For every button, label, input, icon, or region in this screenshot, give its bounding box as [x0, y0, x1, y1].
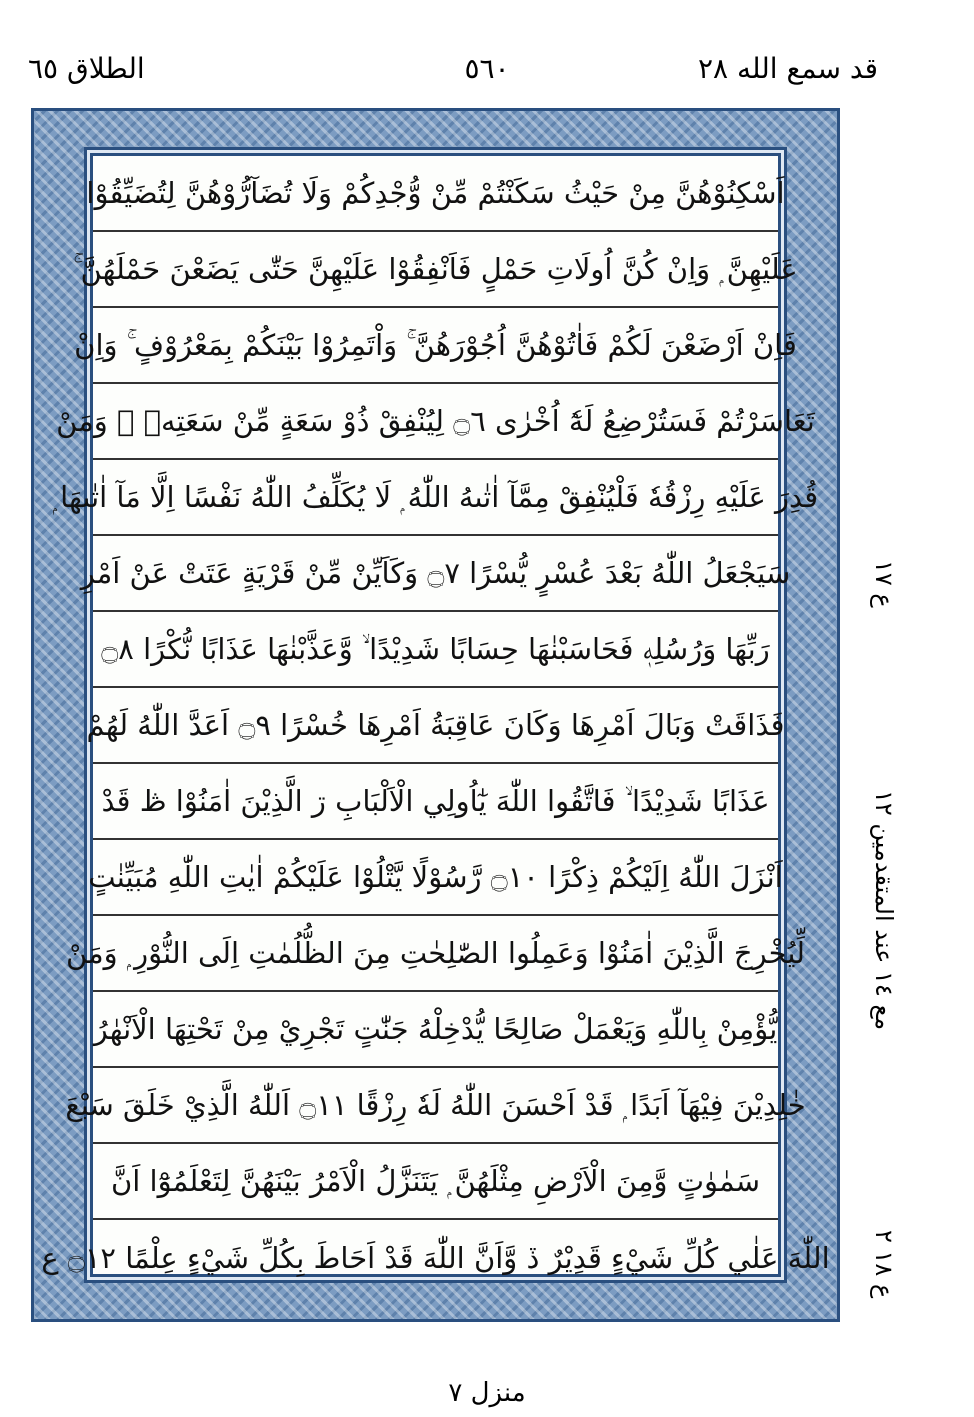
verse-line: يُّؤْمِنْ بِاللّٰهِ وَيَعْمَلْ صَالِحًا يُّدْخِلْهُ جَنّٰتٍ تَجْرِيْ مِنْ تَحْتِهَا الْاَنْهٰرُ: [93, 992, 778, 1068]
verse-line: قُدِرَ عَلَيْهِ رِزْقُهٗ فَلْيُنْفِقْ مِمَّآ اٰتٰىهُ اللّٰهُ ۭ لَا يُكَلِّفُ اللّٰهُ نَفْسًا اِلَّا مَآ اٰتٰىهَا ۭ: [93, 460, 778, 536]
verse-line: لِّيُخْرِجَ الَّذِيْنَ اٰمَنُوْا وَعَمِلُوا الصّٰلِحٰتِ مِنَ الظُّلُمٰتِ اِلَى النُّوْرِ ۭ وَمَنْ: [93, 916, 778, 992]
margin-note-text: ع ١٨ ٢: [870, 1230, 898, 1299]
verse-line: رَبِّهَا وَرُسُلِهٖ فَحَاسَبْنٰهَا حِسَابًا شَدِيْدًا ۙ وَّعَذَّبْنٰهَا عَذَابًا نُّكْرًا ۝٨: [93, 612, 778, 688]
juz-title: قد سمع الله ٢٨: [697, 52, 878, 85]
verse-line: فَاِنْ اَرْضَعْنَ لَكُمْ فَاٰتُوْهُنَّ اُجُوْرَهُنَّ ۚ وَاْتَمِرُوْا بَيْنَكُمْ بِمَعْرُوْفٍ ۚ وَاِنْ: [93, 308, 778, 384]
verse-line: تَعَاسَرْتُمْ فَسَتُرْضِعُ لَهٗٓ اُخْرٰى ۝٦ لِيُنْفِقْ ذُوْ سَعَةٍ مِّنْ سَعَتِهٖ ۭ وَمَنْ: [93, 384, 778, 460]
verse-line: سَيَجْعَلُ اللّٰهُ بَعْدَ عُسْرٍ يُّسْرًا ۝٧ وَكَاَيِّنْ مِّنْ قَرْيَةٍ عَتَتْ عَنْ اَمْرِ: [93, 536, 778, 612]
surah-title: الطلاق ٦٥: [28, 52, 145, 85]
verse-lines: [41, 156, 830, 1296]
verse-line: اَسْكِنُوْهُنَّ مِنْ حَيْثُ سَكَنْتُمْ مِّنْ وُّجْدِكُمْ وَلَا تُضَآرُّوْهُنَّ لِتُضَيِّقُوْا: [93, 156, 778, 232]
verse-line: سَمٰوٰتٍ وَّمِنَ الْاَرْضِ مِثْلَهُنَّ ۭ يَتَنَزَّلُ الْاَمْرُ بَيْنَهُنَّ لِتَعْلَمُوْٓا اَنَّ: [93, 1144, 778, 1220]
verse-line: فَذَاقَتْ وَبَالَ اَمْرِهَا وَكَانَ عَاقِبَةُ اَمْرِهَا خُسْرًا ۝٩ اَعَدَّ اللّٰهُ لَهُمْ: [93, 688, 778, 764]
ornamental-border: [31, 108, 840, 1322]
verse-line: عَلَيْهِنَّ ۭ وَاِنْ كُنَّ اُولَاتِ حَمْلٍ فَاَنْفِقُوْا عَلَيْهِنَّ حَتّٰى يَضَعْنَ حَمْلَهُنَّ ۚ: [93, 232, 778, 308]
page-header: [0, 52, 974, 102]
verse-line: اَنْزَلَ اللّٰهُ اِلَيْكُمْ ذِكْرًا ۝١٠ رَّسُوْلًا يَّتْلُوْا عَلَيْكُمْ اٰيٰتِ اللّٰهِ مُبَيِّنٰتٍ: [93, 840, 778, 916]
margin-note-text: ع ١٧: [870, 560, 898, 608]
margin-note-ruku-end: [858, 1230, 918, 1320]
verse-panel: [41, 153, 830, 1277]
verse-line: اللّٰهَ عَلٰي كُلِّ شَيْءٍ قَدِيْرٌ ڏ وَّاَنَّ اللّٰهَ قَدْ اَحَاطَ بِكُلِّ شَيْءٍ عِلْمًا ۝١٢ ع: [41, 1241, 830, 1275]
verse-line: خٰلِدِيْنَ فِيْهَآ اَبَدًا ۭ قَدْ اَحْسَنَ اللّٰهُ لَهٗ رِزْقًا ۝١١ اَللّٰهُ الَّذِيْ خَلَقَ سَبْعَ: [93, 1068, 778, 1144]
margin-note-ruku: [858, 560, 928, 650]
margin-note-text: مع ١٤ عند المتقدمين ١٢: [870, 790, 898, 1031]
page-number: ٥٦٠: [464, 52, 510, 85]
margin-note-mutaqaddimin: [858, 790, 918, 1110]
verse-line: عَذَابًا شَدِيْدًا ۙ فَاتَّقُوا اللّٰهَ يٰٓاُولِي الْاَلْبَابِ ڗ الَّذِيْنَ اٰمَنُوْا ڟ قَدْ: [93, 764, 778, 840]
manzil-footer: منزل ٧: [448, 1378, 526, 1408]
